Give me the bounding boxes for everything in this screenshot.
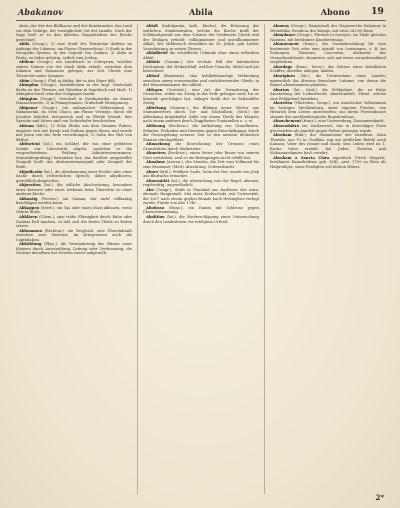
entry-definition: (bibl.), 1) Sohn Eliabs aus dem Stamme Ruben, empörte sich mit Korah und Dathan gegen Moses und wurde mit jenen von der Erde verschlungen; 2) Sohn des Hiel von Bethel. xyxy=(16,124,132,142)
entry-headword: Ablauf xyxy=(146,74,160,79)
dictionary-entry xyxy=(143,51,259,60)
dictionary-entry xyxy=(270,133,386,156)
dictionary-entry xyxy=(143,160,259,169)
entry-headword: Abkühlung xyxy=(19,242,42,247)
dictionary-entry xyxy=(143,179,259,188)
entry-headword: Abkappen xyxy=(19,205,40,210)
dictionary-entry xyxy=(270,124,386,133)
entry-headword: Ablativ xyxy=(146,60,161,65)
entry-headword: Ablaßbrief xyxy=(146,51,168,56)
dictionary-entry xyxy=(16,83,132,97)
entry-headword: Abim xyxy=(19,78,30,83)
dictionary-entry xyxy=(16,24,132,42)
dictionary-entry xyxy=(16,60,132,78)
column-middle xyxy=(143,24,259,494)
entry-headword: Abotriten xyxy=(273,101,293,106)
entry-headword: Abkommen xyxy=(19,228,42,233)
column-divider xyxy=(137,24,138,494)
entry-definition: (bibl.), der Stammvater der Israeliten, Sohn Tharahs, aus Ur in Chaldäa, zog auf göttlichen Befehl nach Kanaan; Vater des Ismael und Isaak; sein Leben wird im 1. Buche Mose erzählt; bei Juden, Christen und Mohammedanern hoch verehrt. xyxy=(270,133,386,156)
entry-definition: (franz.), die Vorausbezahlung für eine bestimmte Zeit oder eine Anzahl von Leistungen, z. B. bei Zeitungen, Theatern, Concerten; Abonnent, der Vorausbezahlende; abonniren, sich auf etwas vorausbezahlend verpflichten. xyxy=(270,42,386,65)
entry-definition: (Gramm.), die Bildung neuer Wörter aus Stammwörtern durch Vor- und Nachsilben; (Med.) die Ablenkung krankhafter Säfte von einem Theile des Körpers nach einem anderen durch Zugpflaster, Fontanellen u. s. w. xyxy=(143,105,259,124)
entry-headword: Abiturient xyxy=(19,142,41,147)
entry-headword: Abila xyxy=(19,42,30,47)
dictionary-entry xyxy=(143,60,259,74)
entry-headword: Aborigines xyxy=(273,74,296,79)
running-header xyxy=(16,6,386,21)
entry-headword: Abnormität xyxy=(146,178,170,183)
entry-definition: (lat.), die eidliche Abschwörung, besonders einer Ketzerei oder eines Irrthums beim Übertritte zu einer anderen Kirche. xyxy=(16,183,132,197)
text-columns xyxy=(16,24,386,494)
entry-headword: Abracadabra xyxy=(273,124,299,129)
dictionary-entry xyxy=(143,151,259,160)
dictionary-entry xyxy=(16,170,132,184)
entry-headword: Abomey xyxy=(273,24,290,28)
dictionary-entry xyxy=(143,170,259,179)
entry-definition: (Rechtsw.), ein Vergleich, eine Übereinkunft zwischen zwei Parteien; im Kriegswesen auch die Capitulation. xyxy=(16,228,132,242)
entry-definition: ahen, der Sitz der Bildhauer und der Kunstmacher, das Land vor dem Gebirge, der vorzüglichste Ort des Landes. Nach der Sage hieß er zu den ältesten Hauptstädten des Reichs gerechnet. xyxy=(16,24,132,42)
entry-definition: (Gramm.), der sechste Fall der lateinischen Declination, der Wodurchfall, welcher Ursache, Mittel und Art bezeichnet. xyxy=(143,60,259,74)
dictionary-entry xyxy=(16,242,132,256)
entry-headword: Aboiteau xyxy=(146,205,165,210)
entry-definition: (bibl.), Feldherr Sauls, Sohn des Ner, wurde von Joab aus Blutrache ermordet. xyxy=(143,169,259,179)
entry-definition: die schriftliche Urkunde über einen ertheilten Ablaß. xyxy=(143,51,259,60)
dictionary-entry xyxy=(143,142,259,151)
dictionary-entry xyxy=(270,156,386,170)
entry-headword: Abingdon xyxy=(19,83,39,88)
entry-headword: Abiponer xyxy=(19,105,38,110)
header-right-word: Abono xyxy=(320,7,350,17)
entry-definition: (Geogr.), Marktflecken in der engl. Grafschaft Berks an der Themse, mit Fabriken in Segeltuch und Malz; 1) Abingdon-Insel, eine der Galapagos-Inseln. xyxy=(16,83,132,97)
dictionary-entry xyxy=(16,183,132,197)
entry-definition: (Geogr.), Fluß in Afrika, der in den Niger fällt. xyxy=(30,78,117,83)
entry-definition: (Astron.), des Mondes, die Zeit vom Vollmond bis zum Neumond; (Med.) Abzehrung, Schwindsucht. xyxy=(143,160,259,169)
entry-headword: Abjudicatio xyxy=(19,169,43,174)
entry-definition: (Geogr.), Stadt in Finnland am Ausflusse der Aura, ehemals Hauptstadt, Sitz eines Erzbischofs, mit Universität, die 1827 nach einem großen Brande nach Helsingfors verlegt wurde; Friede von Abo 1743. xyxy=(143,187,259,206)
dictionary-entry xyxy=(143,206,259,215)
entry-definition: (Obotriten, Geogr.), ein wendischer Volksstamm im heutigen Mecklenburg, unter eigenen Fürsten, von Heinrich dem Löwen unterworfen; aus ihrem Fürstenhause stammt das mecklenburgische Regentenhaus. xyxy=(270,101,386,119)
entry-headword: Abnahme xyxy=(146,160,166,165)
dictionary-entry xyxy=(16,42,132,60)
dictionary-entry xyxy=(16,215,132,229)
entry-definition: (lat.), die Niederschlagung einer Untersuchung durch den Landesherrn vor erfolgtem Urtheil. xyxy=(143,214,259,224)
entry-headword: Abolition xyxy=(146,214,165,219)
entry-headword: Abiram xyxy=(19,124,34,129)
entry-headword: Abkantig xyxy=(19,196,38,201)
column-right xyxy=(270,24,386,494)
dictionary-entry xyxy=(143,215,259,224)
entry-definition: eigentlich Ulrich Megerle, berühmter Kanzelredner, geb. 1642, gest. 1709 zu Wien als Hofprediger; seine Predigten voll derben Witzes. xyxy=(270,155,386,169)
entry-definition: (Forstw.), ein Stamm, der nicht vollkantig beschlagen werden kann. xyxy=(16,196,132,206)
entry-headword: Abondance xyxy=(273,33,296,38)
dictionary-entry xyxy=(270,42,386,65)
entry-definition: (franz.), ein Damm mit Schleuse gegen Überschwemmung. xyxy=(143,205,259,215)
entry-headword: Ablösung xyxy=(146,124,166,129)
entry-definition: (Geogr.), Flecken in Savoyen, im Thale gleiches Namens, mit berühmter Käsebereitung. xyxy=(270,33,386,42)
entry-headword: Abklären xyxy=(19,214,38,219)
entry-headword: Abonnement xyxy=(273,42,299,47)
entry-definition: (Baukunst), eine hohlkehlenartige Verbindung zwischen einem vortretenden und zurücktretenden Gliede; in der Wasserbaukunst der Abfluß. xyxy=(143,74,259,88)
entry-definition: (lat.), ein Schüler, der von einer gelehrten Schule zur Universität abgeht, nachdem er die vorgeschriebene Prüfung (Abiturientenexamen, Maturitätsprüfung) bestanden hat; das darüber ausgestellte Zeugniß heißt das Abiturientenzeugniß oder Zeugniß der Reife. xyxy=(16,142,132,169)
dictionary-entry xyxy=(270,65,386,74)
dictionary-entry xyxy=(270,101,386,119)
entry-definition: (Geogr.), Ortschaft in Nordamerika, im Staate Massachusetts; 2) in Pennsylvanien, Grafschaft Montgomery. xyxy=(16,96,132,106)
entry-definition: (Geogr.), ein indianischer Völkerstamm in Südamerika, im Gran Chaco, am Flusse Vermejo, durch die Jesuiten bekehrt, kriegerisch und zu Pferde lebend; ihre Sprache und Sitten sind von Dobrizhofer beschrieben. xyxy=(16,105,132,124)
signature-mark: 2* xyxy=(375,493,384,502)
entry-headword: Abouchement xyxy=(273,119,302,124)
header-left-word: Abakanov xyxy=(18,7,64,17)
entry-definition: (Rechtsw.), einen Meier oder Bauer von seinem Gute vertreiben, weil er die Bedingungen nicht erfüllt hat. xyxy=(143,151,259,160)
dictionary-entry xyxy=(16,124,132,142)
entry-definition: (Chem.), eine trübe Flüssigkeit durch Ruhe oder Zusätze hell machen, so daß sich die festen Theile zu Boden setzen. xyxy=(16,214,132,229)
entry-headword: Abilene xyxy=(19,60,35,65)
entry-definition: (Rechtsw.), die Aufhebung von Grundlasten, Zehnten, Frohnden und Diensten gegen Entschädigung; durch die Gesetzgebung neuerer Zeit in den meisten deutschen Staaten durchgeführt. xyxy=(143,124,259,142)
entry-definition: (Phys.), die Verminderung der Wärme eines Körpers durch Ausstrahlung, Leitung oder Verdunstung; die Gesetze derselben hat Newton zuerst aufgestellt. xyxy=(16,242,132,256)
page-number: 19 xyxy=(371,7,384,17)
entry-headword: Ableitung xyxy=(146,105,166,110)
entry-definition: (lat., Med.), die Fehlgeburt, die zu frühe Ausstoßung der Leibesfrucht; Abortivmittel, Mittel, welche eine Fehlgeburt bewirken. xyxy=(270,87,386,101)
dictionary-entry xyxy=(16,197,132,206)
entry-definition: (Seew.), ein Tau oder einen Mast abhauen, wenn Gefahr droht. xyxy=(16,205,132,215)
dictionary-entry xyxy=(16,142,132,169)
dictionary-entry xyxy=(143,124,259,142)
entry-definition: (Geogr.), ein Landstrich in Cölesyrien, welcher seinen Namen von der Stadt Abila erhielt, zwischen dem Libanon und Damascus gelegen; zur Zeit Christi eine Tetrarchie unter Lysanias. xyxy=(16,60,132,79)
dictionary-entry xyxy=(270,74,386,88)
entry-definition: (Indulgentia, kath. Kirche), die Erlassung der zeitlichen Sündenstrafen, welche die Kirche kraft der Schlüsselgewalt aus dem Schatze der Verdienste Christi und der Heiligen ertheilt; vollkommener und unvollkommener Ablaß; der Mißbrauch desselben im 16. Jahrh. gab Luther Veranlassung zu seinen Thesen. xyxy=(143,24,259,51)
entry-headword: Abington xyxy=(19,96,38,101)
entry-headword: Abraham xyxy=(273,133,292,138)
entry-definition: (Geogr.), 1) eine Stadt der Tetrarchie Abilene im Anfange des Libanon, am Flusse Chrysorrhoas; 2) Stadt in der Decapolis Syriens, in der Gegend von Gadara; 3) Abila in Peräa, zu Sidon gehörig, östlich vom Jordan. xyxy=(16,42,132,60)
entry-headword: Abordage xyxy=(273,64,293,69)
dictionary-entry xyxy=(16,97,132,106)
entry-headword: Abmarkung xyxy=(146,142,170,147)
entry-definition: (lat.), die Aberkennung eines Rechts oder einer Sache durch richterlichen Spruch; daher abjudiciren, gerichtlich absprechen. xyxy=(16,169,132,183)
entry-definition: (lat.), die Abweichung von der Regel; abnorm, regelwidrig, ungewöhnlich. xyxy=(143,178,259,188)
dictionary-entry xyxy=(16,106,132,124)
dictionary-entry xyxy=(143,24,259,51)
entry-headword: Abjuration xyxy=(19,183,41,188)
entry-headword: Abo xyxy=(146,187,154,192)
entry-headword: Abraham a Sancta Clara xyxy=(273,155,330,160)
dictionary-entry xyxy=(143,74,259,88)
header-center-word: Abila xyxy=(188,7,214,17)
dictionary-entry xyxy=(16,229,132,243)
dictionary-entry xyxy=(143,88,259,106)
column-divider xyxy=(264,24,265,494)
entry-headword: Abortus xyxy=(273,87,290,92)
column-left xyxy=(16,24,132,494)
entry-definition: (Geogr.), Hauptstadt des Negerreichs Dahomey in Westafrika, Residenz des Königs, mit etwa 24,000 Einw. xyxy=(270,24,386,33)
dictionary-entry xyxy=(143,188,259,206)
entry-headword: Ablaß xyxy=(146,24,158,28)
dictionary-entry xyxy=(270,24,386,33)
dictionary-entry xyxy=(16,206,132,215)
dictionary-entry xyxy=(270,88,386,102)
entry-definition: (lat.), die Ureinwohner eines Landes; namentlich die ältesten Bewohner Latiums, von denen die Römer abzustammen glaubten. xyxy=(270,74,386,88)
entry-headword: Ablegen xyxy=(146,87,163,92)
entry-headword: Abmeiern xyxy=(146,151,166,156)
entry-definition: die Bezeichnung der Grenzen eines Grundstücks durch Marksteine. xyxy=(143,142,259,151)
entry-definition: (Gartenb.), eine Art der Vermehrung der Gewächse, wobei ein Zweig in die Erde gebogen wird, bis er Wurzeln geschlagen hat; Ableger heißt der so behandelte Zweig. xyxy=(143,87,259,106)
entry-headword: Abner xyxy=(146,169,159,174)
dictionary-entry xyxy=(270,33,386,42)
dictionary-entry xyxy=(143,106,259,124)
entry-definition: ein Zauberwort, das in dreieckiger Form geschrieben als Amulett gegen Fieber getragen wurde. xyxy=(270,124,386,133)
entry-definition: (franz., Seew.), das Entern eines feindlichen Schiffes; aborder, anlegen, landen. xyxy=(270,64,386,74)
entry-definition: (franz.), eine Unterredung, Zusammenkunft. xyxy=(302,119,385,124)
